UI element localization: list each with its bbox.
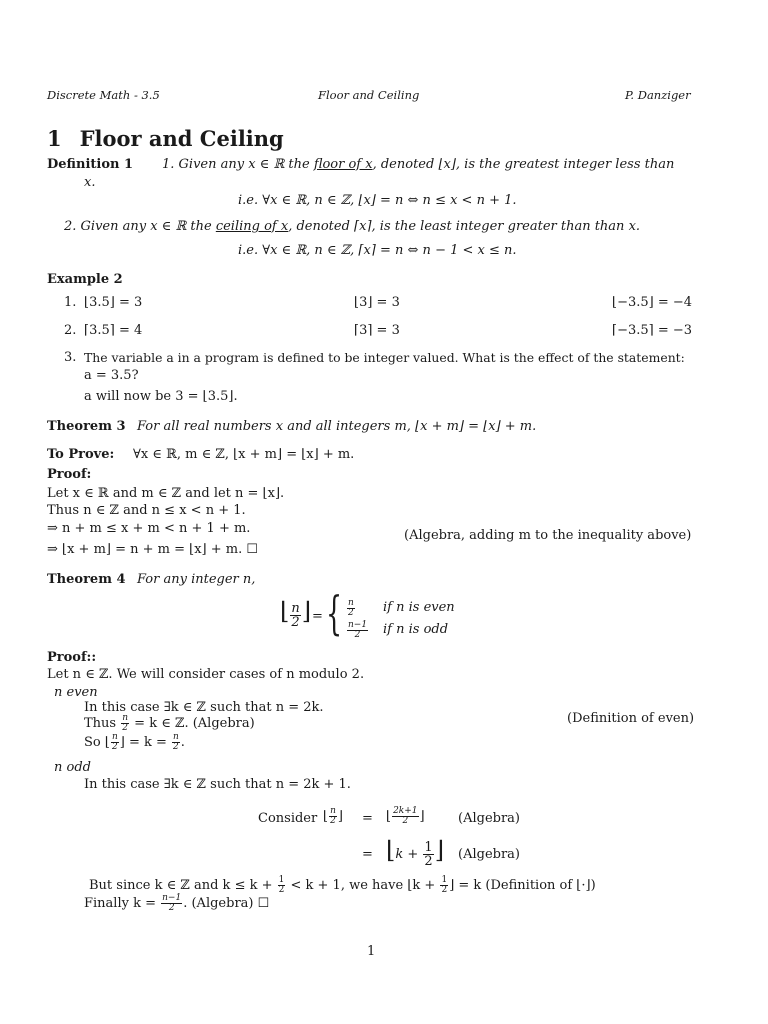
section-title: [47, 126, 284, 151]
toprove-text: ∀x ∈ ℝ, m ∈ ℤ, ⌊x + m⌋ = ⌊x⌋ + m.: [133, 447, 355, 462]
definition-item-1-cont: x.: [84, 175, 96, 190]
even-note: (Definition of even): [567, 711, 695, 726]
definition-item-2: [64, 219, 640, 234]
proof1-note: (Algebra, adding m to the inequality above): [404, 528, 692, 543]
proof2-label: Proof::: [47, 650, 97, 665]
example-item3-line2: a = 3.5?: [84, 368, 139, 383]
finally-line: [84, 894, 269, 913]
but-c: ⌋ = k (Definition of ⌊·⌋): [449, 878, 596, 893]
even-line2: [84, 714, 255, 733]
finally-num: n−1: [162, 893, 182, 903]
case2-num: n−1: [348, 620, 368, 630]
even3-num1: n: [111, 732, 118, 742]
case-even-heading: n even: [54, 685, 98, 700]
even3-den2: 2: [173, 742, 179, 752]
example-row1-a: ⌊3.5⌋ = 3: [84, 295, 143, 310]
cases-brace: {: [326, 586, 343, 640]
even3-num2: n: [173, 732, 179, 742]
rhs1-den: 2: [402, 816, 409, 826]
definition-label: Definition 1: [47, 157, 134, 172]
consider-num: n: [330, 806, 336, 816]
even3-c: .: [180, 735, 185, 750]
def1-rest: , denoted ⌊x⌋, is the greatest integer less than: [372, 157, 675, 172]
case2-condition: if n is odd: [383, 622, 449, 637]
theorem4-eq: =: [312, 609, 323, 624]
case2-fraction: [346, 621, 369, 640]
even2-a: Thus: [84, 716, 121, 731]
header-left: Discrete Math - 3.5: [47, 88, 160, 102]
example-item3-line3: a will now be 3 = ⌊3.5⌋.: [84, 389, 238, 404]
theorem4-text: For any integer n,: [137, 572, 256, 587]
consider-rhs2: ⌊k + $\frac{1}{2}$ ⌋: [386, 836, 445, 869]
definition-item-2-ie: i.e. ∀x ∈ ℝ, n ∈ ℤ, ⌈x⌉ = n ⇔ n − 1 < x ≤ n.: [238, 243, 517, 258]
example-row2-c: ⌈−3.5⌉ = −3: [612, 323, 693, 338]
toprove-label: To Prove:: [47, 447, 115, 462]
example-row2-a: ⌈3.5⌉ = 4: [84, 323, 143, 338]
even-line3: [84, 733, 185, 752]
definition-item-1-ie: i.e. ∀x ∈ ℝ, n ∈ ℤ, ⌊x⌋ = n ⇔ n ≤ x < n + 1.: [238, 193, 517, 208]
def2-prefix: 2. Given any x ∈ ℝ the: [64, 219, 216, 234]
but-den2: 2: [441, 885, 448, 895]
case-odd-heading: n odd: [54, 760, 91, 775]
odd-line1: In this case ∃k ∈ ℤ such that n = 2k + 1.: [84, 777, 351, 792]
but-num2: 1: [441, 875, 448, 885]
consider-lhs: ⌊ $\frac{n}{2}$ ⌋: [323, 806, 343, 826]
example-item3-num: 3.: [64, 350, 77, 365]
even2-b: = k ∈ ℤ. (Algebra): [130, 716, 255, 731]
example-row2-num: 2.: [64, 323, 77, 338]
case1-fraction: [346, 599, 356, 618]
def1-prefix: 1. Given any x ∈ ℝ the: [162, 157, 314, 172]
consider-eq2: =: [362, 847, 373, 862]
example-row1-b: ⌊3⌋ = 3: [354, 295, 400, 310]
rhs2-den: 2: [424, 854, 433, 869]
consider-den: 2: [330, 816, 336, 826]
case1-condition: if n is even: [383, 600, 455, 615]
algebra-note-1: (Algebra): [458, 811, 520, 826]
proof1-label: Proof:: [47, 467, 92, 482]
header-right: P. Danziger: [625, 88, 691, 102]
even-line1: In this case ∃k ∈ ℤ such that n = 2k.: [84, 700, 324, 715]
rhs2-num: 1: [424, 840, 433, 855]
theorem4-label: Theorem 4: [47, 572, 126, 587]
finally-b: . (Algebra) ☐: [183, 896, 270, 911]
proof1-line4: ⇒ ⌊x + m⌋ = n + m = ⌊x⌋ + m. ☐: [47, 542, 259, 557]
def2-rest: , denoted ⌈x⌉, is the least integer greater than than x.: [288, 219, 641, 234]
definition-item-1: [162, 157, 674, 172]
even3-a: So ⌊: [84, 735, 110, 750]
proof2-line1: Let n ∈ ℤ. We will consider cases of n modulo 2.: [47, 667, 365, 682]
rhs2-kplus: k +: [395, 847, 423, 862]
proof1-line1: Let x ∈ ℝ and m ∈ ℤ and let n = ⌊x⌋.: [47, 486, 285, 501]
consider-label: Consider: [258, 811, 318, 826]
but-a: But since k ∈ ℤ and k ≤ k +: [89, 878, 277, 893]
consider-rhs1: ⌊ $\frac{2k+1}{2}$ ⌋: [386, 806, 425, 826]
case1-den: 2: [348, 608, 354, 618]
even2-num: n: [122, 713, 129, 723]
even3-b: ⌋ = k =: [119, 735, 171, 750]
but-den1: 2: [278, 885, 285, 895]
but-b: < k + 1, we have ⌊k +: [286, 878, 440, 893]
example-row1-c: ⌊−3.5⌋ = −4: [612, 295, 693, 310]
header-center: Floor and Ceiling: [318, 88, 420, 102]
lhs-num: n: [291, 601, 300, 616]
finally-a: Finally k =: [84, 896, 161, 911]
theorem4-lhs: ⌊ $\frac{n}{2}$ ⌋: [280, 597, 312, 630]
floor-term: floor of x: [313, 157, 373, 172]
example-row1-num: 1.: [64, 295, 77, 310]
case1-num: n: [348, 598, 354, 608]
proof1-line2: Thus n ∈ ℤ and n ≤ x < n + 1.: [47, 503, 246, 518]
even2-den: 2: [122, 723, 128, 733]
example-label: Example 2: [47, 272, 123, 287]
but-num1: 1: [278, 875, 285, 885]
proof1-line3: ⇒ n + m ≤ x + m < n + 1 + m.: [47, 521, 251, 536]
page-number: 1: [367, 944, 376, 959]
finally-den: 2: [168, 903, 175, 913]
algebra-note-2: (Algebra): [458, 847, 520, 862]
even3-den1: 2: [111, 742, 118, 752]
example-row2-b: ⌈3⌉ = 3: [354, 323, 400, 338]
case2-den: 2: [354, 630, 361, 640]
ceiling-term: ceiling of x: [215, 219, 289, 234]
theorem3-label: Theorem 3: [47, 419, 126, 434]
theorem3-text: For all real numbers x and all integers m, ⌊x + m⌋ = ⌊x⌋ + m.: [137, 419, 537, 434]
example-item3-line1: The variable a in a program is defined to be integer valued. What is the effect of the statement:: [84, 350, 685, 365]
section-title-text: Floor and Ceiling: [79, 126, 284, 151]
section-number: 1: [47, 126, 62, 151]
consider-eq1: =: [362, 811, 373, 826]
lhs-den: 2: [291, 615, 300, 630]
rhs1-num: 2k+1: [393, 806, 418, 816]
